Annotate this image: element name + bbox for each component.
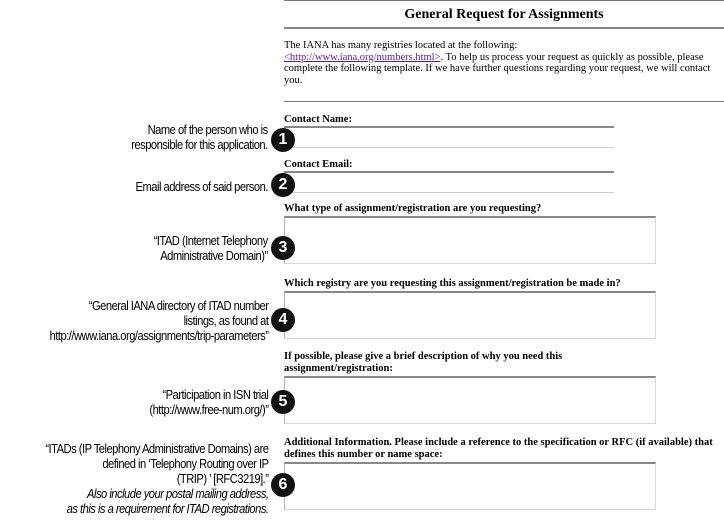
description-textarea[interactable] xyxy=(284,376,656,424)
intro-divider xyxy=(284,101,724,102)
intro-prefix: The IANA has many registries located at the following: xyxy=(284,40,518,51)
contact-email-label: Contact Email: xyxy=(284,159,353,170)
registry-textarea[interactable] xyxy=(284,291,656,339)
step-4-badge: 4 xyxy=(271,308,295,332)
additional-info-label: Additional Information. Please include a reference to the specification or RFC (if available) that defines this number or name space: xyxy=(284,437,713,460)
annotation-4: “General IANA directory of ITAD number listings, as found at http://www.iana.org/assignments/trip-parameters” xyxy=(49,298,268,343)
additional-info-textarea[interactable] xyxy=(284,462,656,510)
description-label: If possible, please give a brief description of why you need this assignment/registration: xyxy=(284,351,563,374)
assignment-type-textarea[interactable] xyxy=(284,216,656,264)
form-title: General Request for Assignments xyxy=(404,7,604,22)
annotation-1: Name of the person who is responsible for this application. xyxy=(131,122,268,152)
intro-text xyxy=(284,40,720,86)
step-1-badge: 1 xyxy=(271,128,295,152)
step-5-badge: 5 xyxy=(271,390,295,414)
annotation-5: “Participation in ISN trial (http://www.free-num.org/)” xyxy=(148,387,268,417)
title-divider xyxy=(284,27,724,29)
annotation-6: “ITADs (IP Telephony Administrative Domains) are defined in ‘Telephony Routing over IP (TRIP) ’ [RFC3219].” Also include your postal mailing address, as this is a requirement for ITAD registrations. xyxy=(44,441,268,516)
registry-label: Which registry are you requesting this assignment/registration be made in? xyxy=(284,278,621,289)
top-divider xyxy=(284,0,724,1)
contact-name-label: Contact Name: xyxy=(284,114,352,125)
annotation-3: “ITAD (Internet Telephony Administrative Domain)” xyxy=(153,233,268,263)
numbers-link[interactable]: <http://www.iana.org/numbers.html> xyxy=(284,51,441,63)
step-6-badge: 6 xyxy=(271,473,295,497)
intro-suffix: . To help us process your request as quickly as possible, please complete the following template. If we have further questions regarding your request, we will contact you. xyxy=(284,51,711,86)
annotation-2: Email address of said person. xyxy=(135,179,268,194)
step-2-badge: 2 xyxy=(271,173,295,197)
step-3-badge: 3 xyxy=(271,236,295,260)
contact-email-input[interactable] xyxy=(284,171,614,193)
contact-name-input[interactable] xyxy=(284,126,614,148)
assignment-type-label: What type of assignment/registration are you requesting? xyxy=(284,203,542,214)
